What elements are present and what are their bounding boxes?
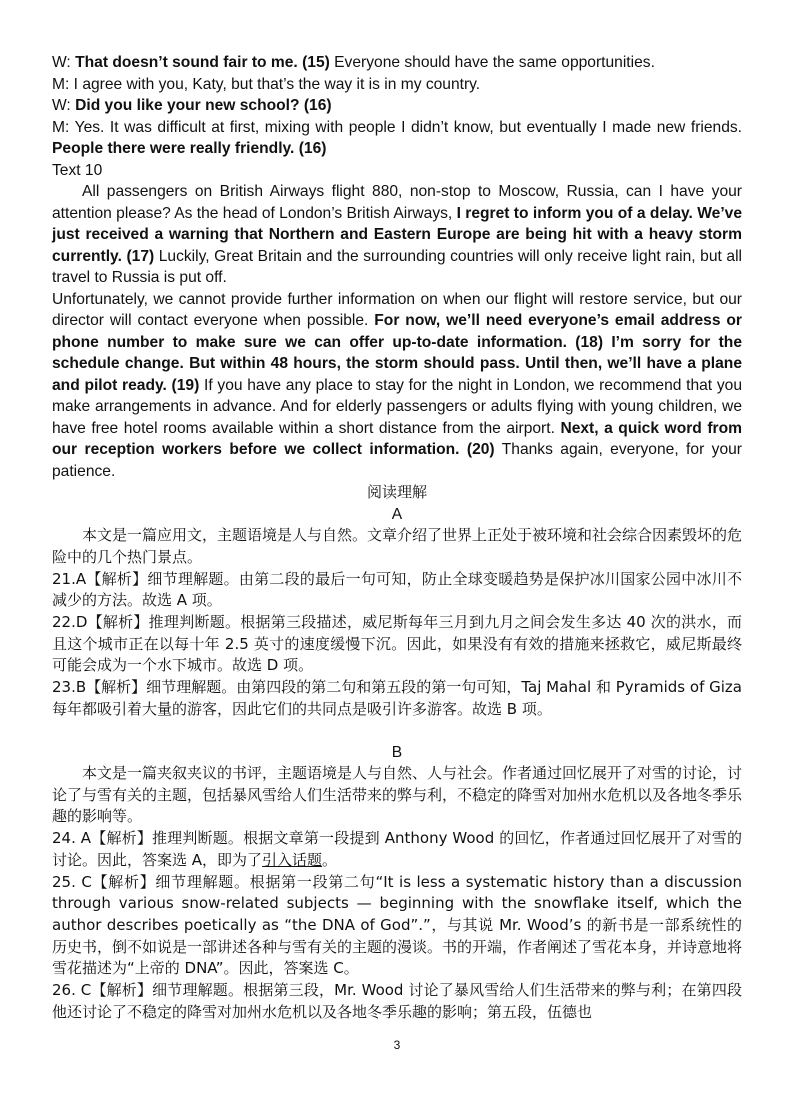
text: Luckily, Great Britain and the surrounding countries will only receive light rain, but all travel to Russia is put off. — [52, 247, 743, 286]
text: All passengers on British Airways flight 880, non-stop to Moscow, Russia, can I have your attention please? As the head of London’s British Airways, — [52, 183, 742, 222]
section-a-label: A — [391, 505, 403, 523]
text10-paragraph-1 — [52, 181, 742, 289]
text: 24. A【解析】推理判断题。根据文章第一段提到 Anthony Wood 的回忆，作者通过回忆展开了对雪的讨论。因此，答案选 A，即为了 — [52, 829, 742, 869]
key-sentence-17: I regret to inform you of a delay. We’ve just received a warning that Northern and Eastern Europe are being hit with a heavy storm currently. (17) — [52, 204, 743, 265]
text: Unfortunately, we cannot provide further information on when our flight will restore service, but our director will contact everyone when possible. — [52, 290, 742, 329]
dialogue-line-16b — [52, 117, 742, 160]
text10-paragraph-2 — [52, 289, 742, 483]
key-sentence-18-19: For now, we’ll need everyone’s email address or phone number to make sure we can offer up-to-date information. (18) I’m sorry for the schedule change. But within 48 hours, the storm should pass. Until then, we’ll have a plane and pilot ready. (19) — [52, 312, 742, 394]
text: Thanks again, everyone, for your patience. — [52, 441, 742, 480]
text: If you have any place to stay for the night in London, we recommend that you make arrangements in advance. And for elderly passengers or adults flying with young children, we have free hotel rooms available within a short distance from the airport. — [52, 376, 742, 437]
speaker-w: W: — [52, 97, 76, 114]
section-b-intro: 本文是一篇夹叙夹议的书评，主题语境是人与自然、人与社会。作者通过回忆展开了对雪的讨论，讨论了与雪有关的主题，包括暴风雪给人们生活带来的弊与利，不稳定的降雪对加州水危机以及各地冬季乐趣的影响等。 — [52, 764, 743, 826]
speaker-w: W: — [52, 54, 76, 71]
underlined-phrase: 引入话题 — [262, 850, 323, 869]
answer-22: 22.D【解析】推理判断题。根据第三段描述，威尼斯每年三月到九月之间会发生多达 40 次的洪水，而且这个城市正在以每十年 2.5 英寸的速度缓慢下沉。因此，如果没有有效的措施来拯救它，威尼斯最终可能会成为一个水下城市。故选 D 项。 — [52, 613, 742, 675]
key-sentence-20: Next, a quick word from our reception workers before we collect information. (20) — [52, 419, 742, 458]
dialogue-text: M: Yes. It was difficult at first, mixing with people I didn’t know, but eventually I made new friends. — [52, 118, 742, 136]
dialogue-line-15 — [52, 52, 742, 74]
answer-26: 26. C【解析】细节理解题。根据第三段，Mr. Wood 讨论了暴风雪给人们生活带来的弊与利；在第四段他还讨论了不稳定的降雪对加州水危机以及各地冬季乐趣的影响；第五段，伍德也 — [52, 981, 742, 1021]
key-sentence-16b: People there were really friendly. (16) — [52, 140, 327, 157]
page-content — [52, 52, 742, 1023]
text: 。 — [322, 850, 338, 869]
answer-25: 25. C【解析】细节理解题。根据第一段第二句“It is less a systematic history than a discussion through various snow-related subjects — beginning with the snowflake itself, which the author describes poetically as “the DNA of God”.”，与其说 Mr. Wood’s 的新书是一部系统性的历史书，倒不如说是一部讲述各种与雪有关的主题的漫谈。书的开端，作者阐述了雪花本身，并诗意地将雪花描述为“上帝的 DNA”。因此，答案选 C。 — [52, 872, 743, 978]
answer-23: 23.B【解析】细节理解题。由第四段的第二句和第五段的第一句可知，Taj Mahal 和 Pyramids of Giza 每年都吸引着大量的游客，因此它们的共同点是吸引许多游客。故选 B 项。 — [52, 678, 742, 718]
text10-heading: Text 10 — [52, 161, 103, 179]
dialogue-line-16a — [52, 95, 742, 117]
key-sentence-16: Did you like your new school? (16) — [75, 97, 332, 114]
answer-24 — [52, 828, 742, 871]
page-number: 3 — [393, 1038, 401, 1052]
section-a-intro: 本文是一篇应用文，主题语境是人与自然。文章介绍了世界上正处于被环境和社会综合因素毁坏的危险中的几个热门景点。 — [52, 526, 743, 566]
spacer — [52, 721, 742, 742]
answer-21: 21.A【解析】细节理解题。由第二段的最后一句可知，防止全球变暖趋势是保护冰川国家公园中冰川不减少的方法。故选 A 项。 — [52, 569, 742, 610]
section-b-label: B — [391, 743, 403, 761]
reading-title: 阅读理解 — [366, 483, 427, 501]
dialogue-line-m: M: I agree with you, Katy, but that’s the way it is in my country. — [52, 75, 481, 93]
key-sentence-15: That doesn’t sound fair to me. (15) — [75, 54, 330, 71]
dialogue-text: Everyone should have the same opportunities. — [329, 54, 655, 71]
